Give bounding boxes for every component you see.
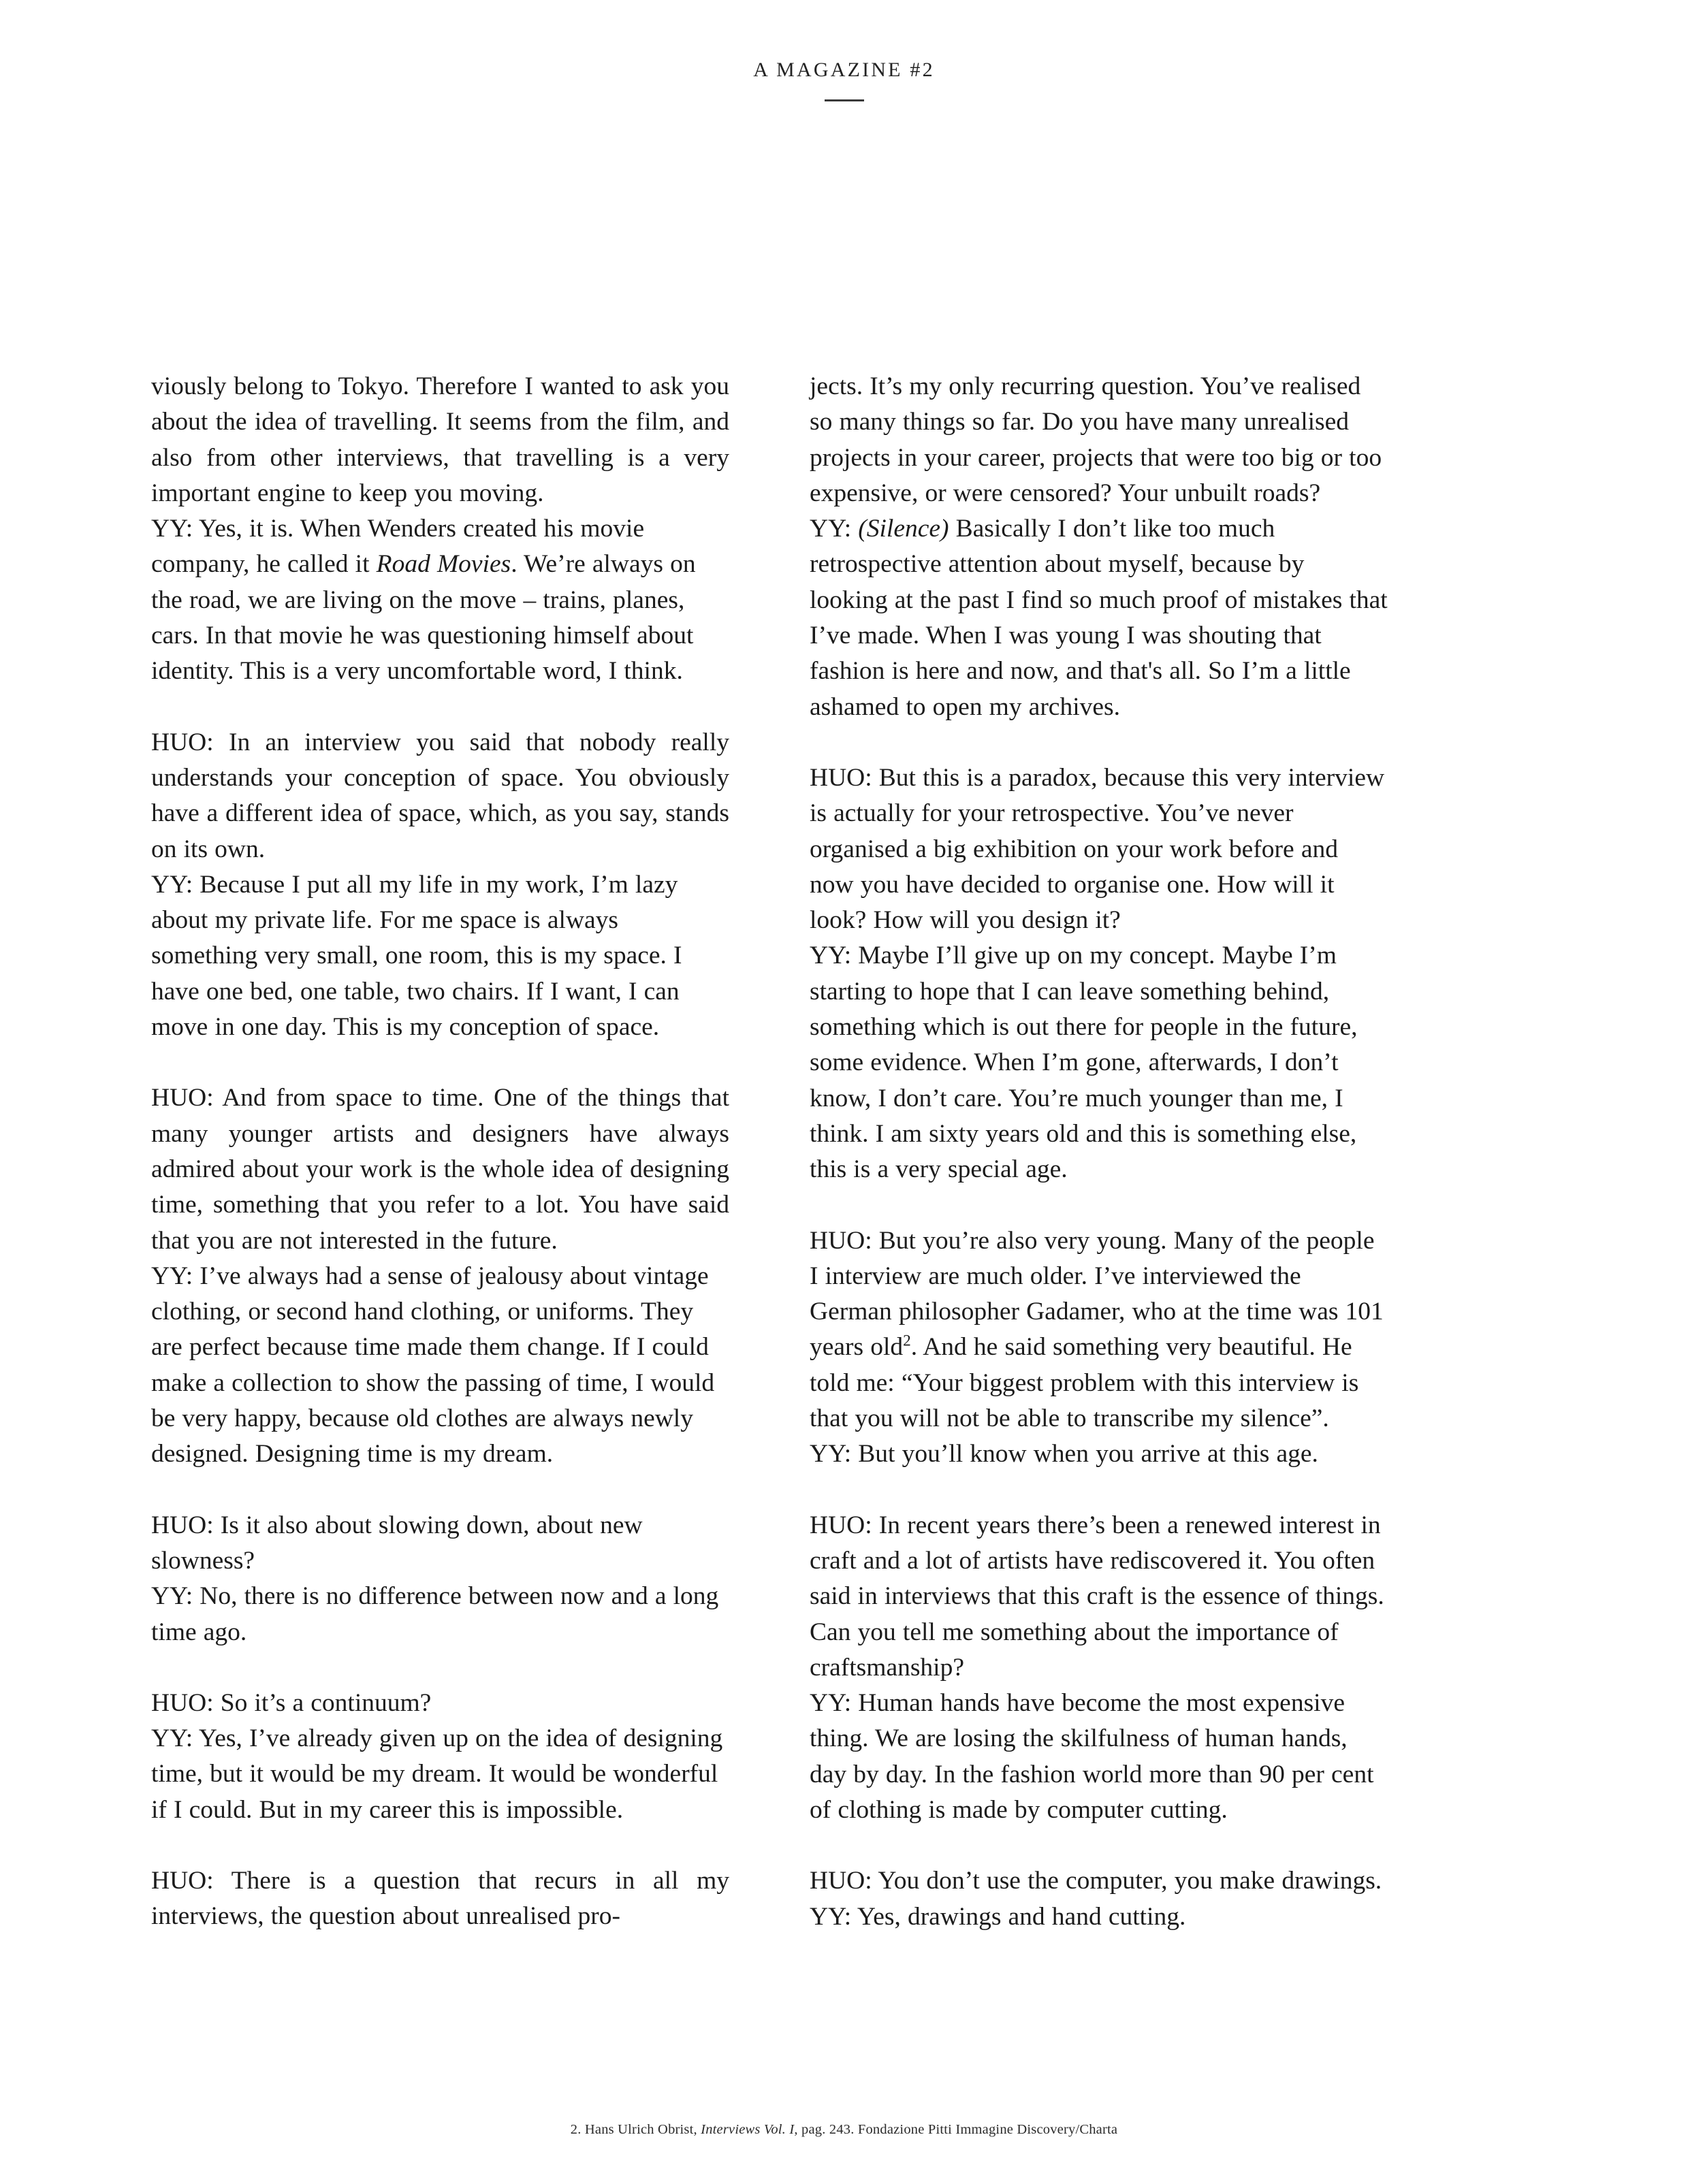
paragraph: YY: Human hands have become the most expensive thing. We are losing the skilfulness of human hands, day by day. In the fashion world more than 90 per cent of clothing is made by computer cutting. (810, 1689, 1374, 1824)
footnote-rest: , pag. 243. Fondazione Pitti Immagine Discovery/Charta (794, 2122, 1118, 2137)
footnote-marker: 2 (903, 1332, 911, 1350)
paragraph (810, 1223, 1388, 1437)
qa-block (151, 725, 729, 1046)
paragraph: jects. It’s my only recurring question. You’ve realised so many things so far. Do you have many unrealised projects in your career, projects that were too big or too expensive, or were censored? Your unbuilt roads? (810, 372, 1382, 507)
paragraph: viously belong to Tokyo. Therefore I wanted to ask you about the idea of travelling. It seems from the film, and also from other interviews, that travelling is a very important engine to keep you moving. (151, 372, 729, 507)
paragraph: HUO: So it’s a continuum? (151, 1688, 432, 1717)
paragraph-text-segment: HUO: But you’re also very young. Many of the people I interview are much older. I’ve interviewed the German philosopher Gadamer, who at the time was 101 years old (810, 1226, 1384, 1362)
paragraph: YY: Yes, drawings and hand cutting. (810, 1902, 1186, 1931)
paragraph: YY: I’ve always had a sense of jealousy about vintage clothing, or second hand clothing, or uniforms. They are perfect because time made them change. If I could make a collection to show the passing of time, I would be very happy, because old clothes are always newly designed. Designing time is my dream. (151, 1262, 715, 1468)
paragraph-text-segment: . We’re always on the road, we are living on the move – trains, planes, cars. In that movie he was questioning himself about identity. This is a very uncomfortable word, I think. (151, 550, 696, 686)
page-title: A MAGAZINE #2 (753, 59, 935, 81)
qa-block (810, 1863, 1388, 1935)
header-rule (825, 99, 864, 101)
footnote-text (571, 2121, 1117, 2138)
title-road-movies: Road Movies (376, 550, 511, 579)
paragraph (810, 511, 1388, 725)
paragraph-text-segment: YY: Yes, it is. When Wenders created his movie company, he called it (151, 515, 645, 579)
qa-block (810, 1508, 1388, 1829)
paragraph: HUO: But this is a paradox, because this very interview is actually for your retrospective. You’ve never organised a big exhibition on your work before and now you have decided to organise one. How will it look? How will you design it? (810, 763, 1385, 935)
paragraph-text-segment: YY: (810, 515, 859, 543)
text-column-right (810, 369, 1388, 1935)
paragraph: HUO: In an interview you said that nobody really understands your conception of space. You obviously have a different idea of space, which, as you say, stands on its own. (151, 728, 729, 863)
qa-block (810, 369, 1388, 725)
paragraph: HUO: There is a question that recurs in all my interviews, the question about unrealised pro- (151, 1866, 729, 1931)
paragraph: HUO: Is it also about slowing down, about new slowness? (151, 1511, 643, 1575)
paragraph (151, 511, 729, 689)
paragraph: YY: No, there is no difference between now and a long time ago. (151, 1582, 719, 1646)
qa-block (151, 1080, 729, 1472)
footnote-author: Hans Ulrich Obrist, (584, 2122, 697, 2137)
paragraph: YY: Yes, I’ve already given up on the idea of designing time, but it would be my dream. It would be wonderful if I could. But in my career this is impossible. (151, 1724, 723, 1824)
text-column-left (151, 369, 729, 1935)
qa-block (810, 1223, 1388, 1473)
qa-block (810, 760, 1388, 1188)
paragraph: HUO: In recent years there’s been a renewed interest in craft and a lot of artists have rediscovered it. You often said in interviews that this craft is the essence of things. Can you tell me something about the importance of craftsmanship? (810, 1511, 1384, 1682)
paragraph-text-segment: Basically I don’t like too much retrospective attention about myself, because by looking at the past I find so much proof of mistakes that I’ve made. When I was young I was shouting that fashion is here and now, and that's all. So I’m a little ashamed to open my archives. (810, 515, 1388, 721)
qa-block (151, 369, 729, 690)
paragraph: YY: Maybe I’ll give up on my concept. Maybe I’m starting to hope that I can leave something behind, something which is out there for people in the future, some evidence. When I’m gone, afterwards, I don’t know, I don’t care. You’re much younger than me, I think. I am sixty years old and this is something else, this is a very special age. (810, 942, 1358, 1184)
paragraph: HUO: You don’t use the computer, you make drawings. (810, 1867, 1382, 1895)
qa-block (151, 1686, 729, 1828)
paragraph: HUO: And from space to time. One of the things that many younger artists and designers have always admired about your work is the whole idea of designing time, something that you refer to a lot. You have said that you are not interested in the future. (151, 1084, 729, 1255)
running-head (0, 59, 1688, 101)
paragraph-text-segment: . And he said something very beautiful. He told me: “Your biggest problem with this interview is that you will not be able to transcribe my silence”. (810, 1333, 1359, 1433)
footnote-title: Interviews Vol. I (701, 2122, 795, 2137)
stage-direction-silence: (Silence) (858, 515, 949, 543)
paragraph: YY: Because I put all my life in my work, I’m lazy about my private life. For me space is always something very small, one room, this is my space. I have one bed, one table, two chairs. If I want, I can move in one day. This is my conception of space. (151, 870, 682, 1042)
footnote (0, 2121, 1688, 2138)
article-body (151, 369, 1388, 1935)
qa-block (151, 1863, 729, 1935)
qa-block (151, 1508, 729, 1650)
footnote-number: 2. (570, 2122, 582, 2137)
paragraph: YY: But you’ll know when you arrive at this age. (810, 1440, 1318, 1468)
